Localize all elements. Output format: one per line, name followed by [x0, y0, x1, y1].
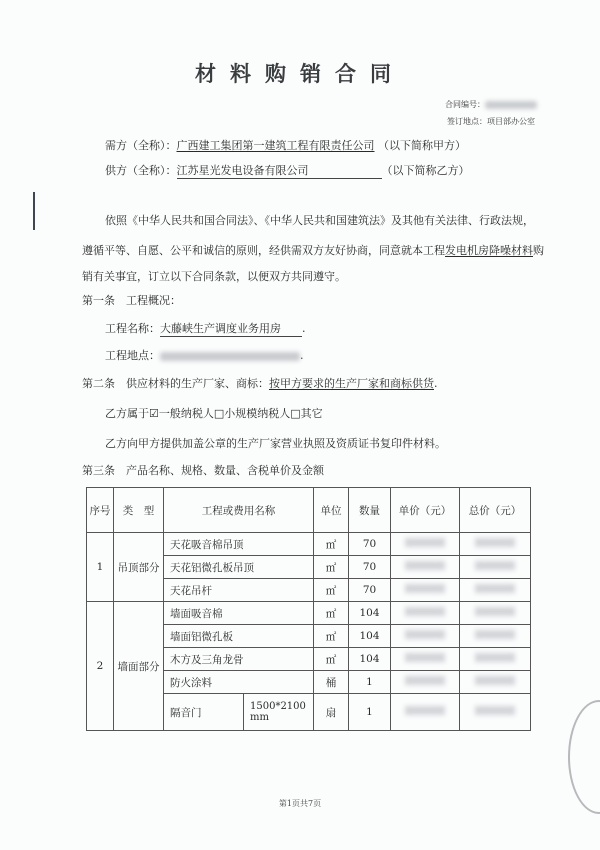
supplier-suffix: （以下简称乙方） [381, 164, 470, 177]
buyer-name: 广西建工集团第一建筑工程有限责任公司 [176, 139, 375, 152]
redacted-unit-price [391, 602, 460, 625]
tax-status: 乙方属于☑一般纳税人□小规模纳税人□其它 [105, 407, 323, 420]
document-title: 材料购销合同 [195, 62, 405, 86]
table-row: 墙面铝微孔板 ㎡ 104 [87, 625, 531, 648]
project-location-label: 工程地点： [105, 349, 160, 362]
sign-place-value: 项目部办公室 [487, 117, 535, 126]
group-no: 1 [87, 533, 114, 602]
intro-line-3: 销有关事宜，订立以下合同条款，以便双方共同遵守。 [82, 270, 346, 283]
header-item-name: 工程或费用名称 [164, 488, 314, 533]
product-table [86, 487, 531, 731]
table-row: 防火涂料 桶 1 [87, 671, 531, 694]
redacted-unit-price [391, 556, 460, 579]
project-location: 工程地点： . [105, 349, 304, 362]
license-note: 乙方向甲方提供加盖公章的生产厂家营业执照及资质证书复印件材料。 [105, 437, 446, 450]
project-name-value: 大藤峡生产调度业务用房 [160, 322, 281, 335]
project-location-redacted [160, 352, 300, 361]
article-1-heading: 第一条 工程概况： [82, 294, 181, 307]
table-row: 1 吊顶部分 天花吸音棉吊顶 ㎡ 70 [87, 533, 531, 556]
redacted-total [460, 694, 531, 731]
intro-project: 发电机房降噪材料 [445, 244, 533, 257]
redacted-unit-price [391, 533, 460, 556]
article-3-heading: 第三条 产品名称、规格、数量、含税单价及金额 [82, 464, 324, 477]
redacted-unit-price [391, 671, 460, 694]
group-no: 2 [87, 602, 114, 731]
header-type: 类 型 [114, 488, 164, 533]
header-total: 总价（元） [460, 488, 531, 533]
supplier-name: 江苏星光发电设备有限公司 [176, 164, 309, 177]
redacted-total [460, 648, 531, 671]
article-2-value: 按甲方要求的生产厂家和商标供货 [269, 377, 434, 390]
buyer-label: 需方（全称）： [105, 139, 177, 152]
redacted-total [460, 533, 531, 556]
table-row: 隔音门 1500*2100mm 扇 1 [87, 694, 531, 731]
redacted-unit-price [391, 694, 460, 731]
redacted-total [460, 625, 531, 648]
table-row: 木方及三角龙骨 ㎡ 104 [87, 648, 531, 671]
contract-number-label: 合同编号： [445, 100, 485, 109]
contract-number [445, 99, 537, 110]
group-type: 墙面部分 [114, 602, 164, 731]
redacted-total [460, 556, 531, 579]
header-unit: 单位 [314, 488, 349, 533]
header-no: 序号 [87, 488, 114, 533]
seal-stamp-partial [568, 700, 600, 814]
redacted-unit-price [391, 579, 460, 602]
sign-place [447, 116, 535, 127]
redacted-total [460, 671, 531, 694]
redacted-total [460, 602, 531, 625]
header-unit-price: 单价（元） [391, 488, 460, 533]
table-row: 天花铝微孔板吊顶 ㎡ 70 [87, 556, 531, 579]
table-row: 2 墙面部分 墙面吸音棉 ㎡ 104 [87, 602, 531, 625]
redacted-unit-price [391, 648, 460, 671]
redacted-total [460, 579, 531, 602]
contract-number-redacted [485, 101, 537, 109]
buyer-line [105, 137, 466, 153]
table-header-row [87, 488, 531, 533]
project-name-label: 工程名称： [105, 322, 160, 335]
redacted-unit-price [391, 625, 460, 648]
article-2: 第二条 供应材料的生产厂家、商标：按甲方要求的生产厂家和商标供货. [82, 377, 438, 390]
intro-line-1: 依照《中华人民共和国合同法》、《中华人民共和国建筑法》及其他有关法律、行政法规， [105, 214, 534, 227]
page-footer: 第1页共7页 [278, 799, 322, 808]
supplier-label: 供方（全称）： [105, 164, 177, 177]
supplier-line [105, 162, 470, 179]
header-qty: 数量 [349, 488, 391, 533]
project-name: 工程名称：大藤峡生产调度业务用房 . [105, 322, 306, 335]
intro-line-2: 遵循平等、自愿、公平和诚信的原则，经供需双方友好协商，同意就本工程发电机房降噪材料购 [82, 244, 544, 257]
group-type: 吊顶部分 [114, 533, 164, 602]
spec-cell: 1500*2100mm [244, 694, 314, 731]
margin-mark [33, 192, 35, 230]
article-2-heading: 第二条 供应材料的生产厂家、商标： [82, 377, 269, 390]
sign-place-label: 签订地点： [447, 117, 487, 126]
buyer-suffix: （以下简称甲方） [378, 139, 466, 152]
table-row: 天花吊杆 ㎡ 70 [87, 579, 531, 602]
